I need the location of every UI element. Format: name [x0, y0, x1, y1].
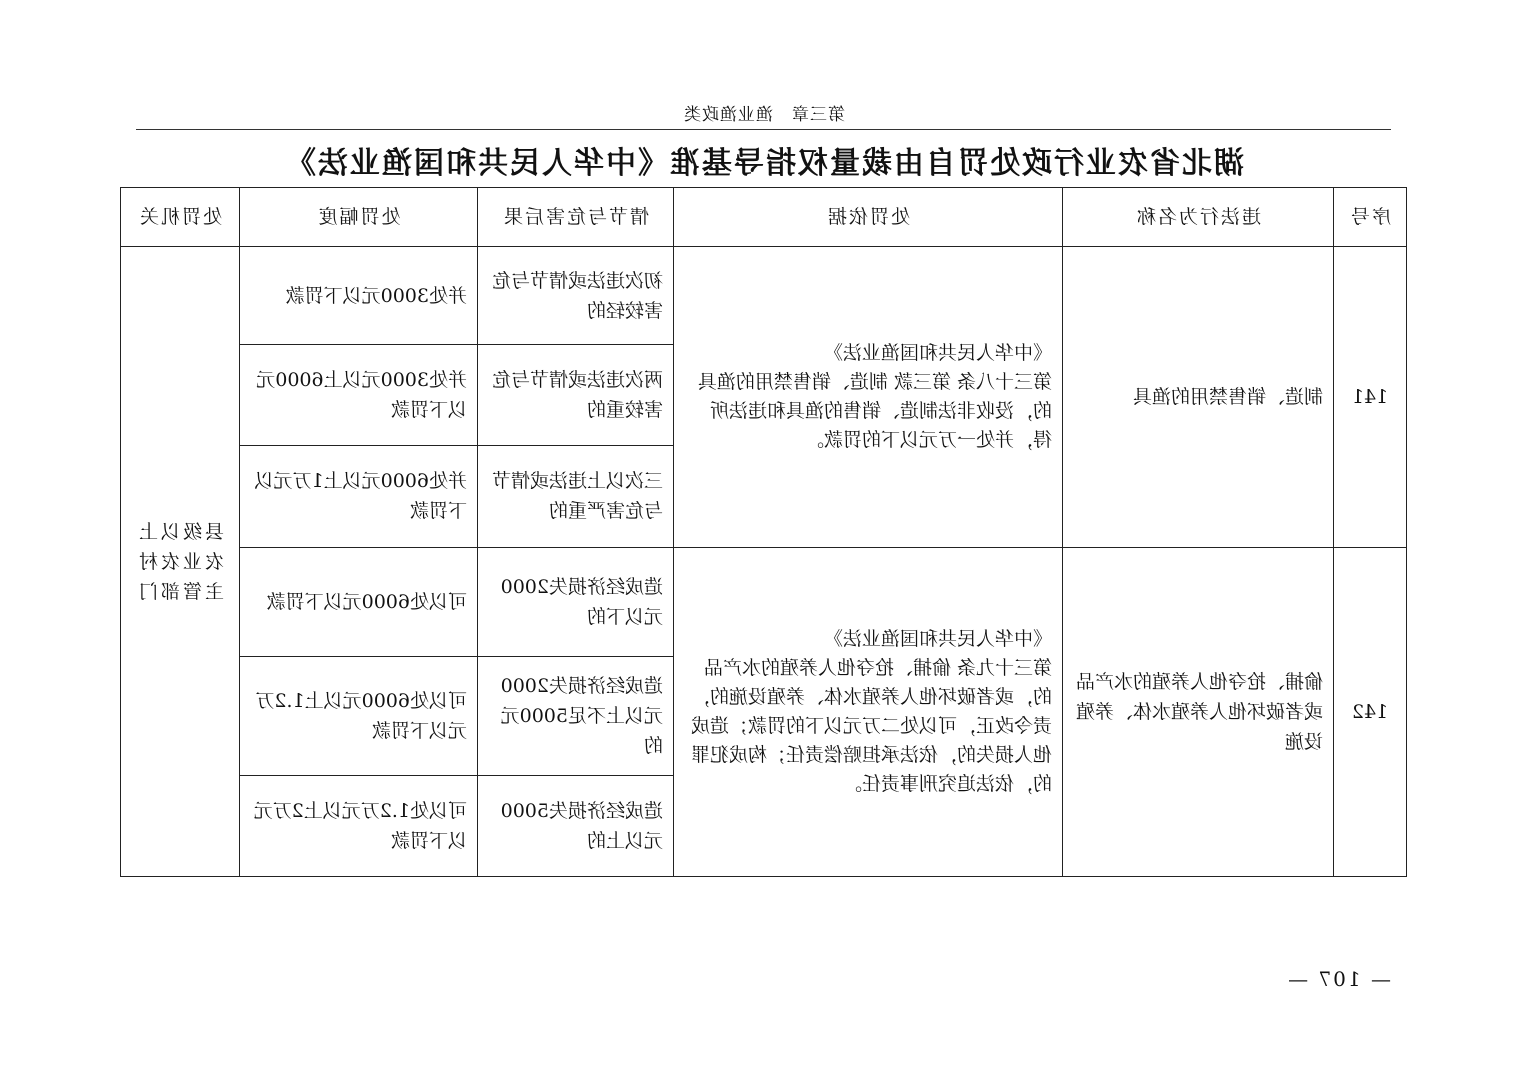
- column-header-name: 违法行为名称: [1063, 188, 1334, 247]
- column-header-situation: 情节与危害后果: [478, 188, 674, 247]
- column-header-range: 处罚幅度: [240, 188, 478, 247]
- penalty-basis: 《中华人民共和国渔业法》 第三十八条 第三款 制造、销售禁用的渔具的，没收非法制造、销售的渔具和违法所得，并处一万元以下的罚款。: [674, 247, 1063, 547]
- page-title: 湖北省农业行政处罚自由裁量权指导基准《中华人民共和国渔业法》: [284, 146, 1244, 181]
- penalty-range-cell: 并处3000元以下罚款: [240, 247, 478, 345]
- table-row: [121, 547, 1407, 656]
- header-rule: [136, 129, 1391, 130]
- penalty-range-cell: 并处3000元以上6000元以下罚款: [240, 345, 478, 446]
- table-header-row: [121, 188, 1407, 247]
- situation-cell: 造成经济损失2000元以上不足5000元的: [478, 656, 674, 775]
- situation-cell: 造成经济损失2000元以下的: [478, 547, 674, 656]
- table-row: [121, 247, 1407, 345]
- penalty-table: [120, 187, 1407, 877]
- penalty-basis: 《中华人民共和国渔业法》 第三十九条 偷捕、抢夺他人养殖的水产品的，或者破坏他人养殖水体、养殖设施的，责令改正，可以处二万元以下的罚款；造成他人损失的，依法承担赔偿责任；构成犯罪的，依法追究刑事责任。: [674, 547, 1063, 877]
- situation-cell: 两次违法或情节与危害较重的: [478, 345, 674, 446]
- column-header-authority: 处罚机关: [121, 188, 240, 247]
- situation-cell: 造成经济损失5000元以上的: [478, 775, 674, 876]
- penalty-range-cell: 可以处6000元以下罚款: [240, 547, 478, 656]
- chapter-heading: 第三章 渔业渔政类: [683, 105, 845, 125]
- penalty-range-cell: 可以处6000元以上1.2万元以下罚款: [240, 656, 478, 775]
- page-number: — 107 —: [1286, 967, 1391, 991]
- situation-cell: 三次以上违法或情节与危害严重的: [478, 446, 674, 547]
- penalty-range-cell: 并处6000元以上1万元以下罚款: [240, 446, 478, 547]
- entry-number: 141: [1334, 247, 1407, 547]
- penalty-authority: 县级以上农业农村主管部门: [121, 247, 240, 877]
- situation-cell: 初次违法或情节与危害较轻的: [478, 247, 674, 345]
- column-header-number: 序号: [1334, 188, 1407, 247]
- violation-name: 偷捕、抢夺他人养殖的水产品或者破坏他人养殖水体、养殖设施: [1063, 547, 1334, 877]
- entry-number: 142: [1334, 547, 1407, 877]
- column-header-basis: 处罚依据: [674, 188, 1063, 247]
- violation-name: 制造、销售禁用的渔具: [1063, 247, 1334, 547]
- penalty-range-cell: 可以处1.2万元以上2万元以下罚款: [240, 775, 478, 876]
